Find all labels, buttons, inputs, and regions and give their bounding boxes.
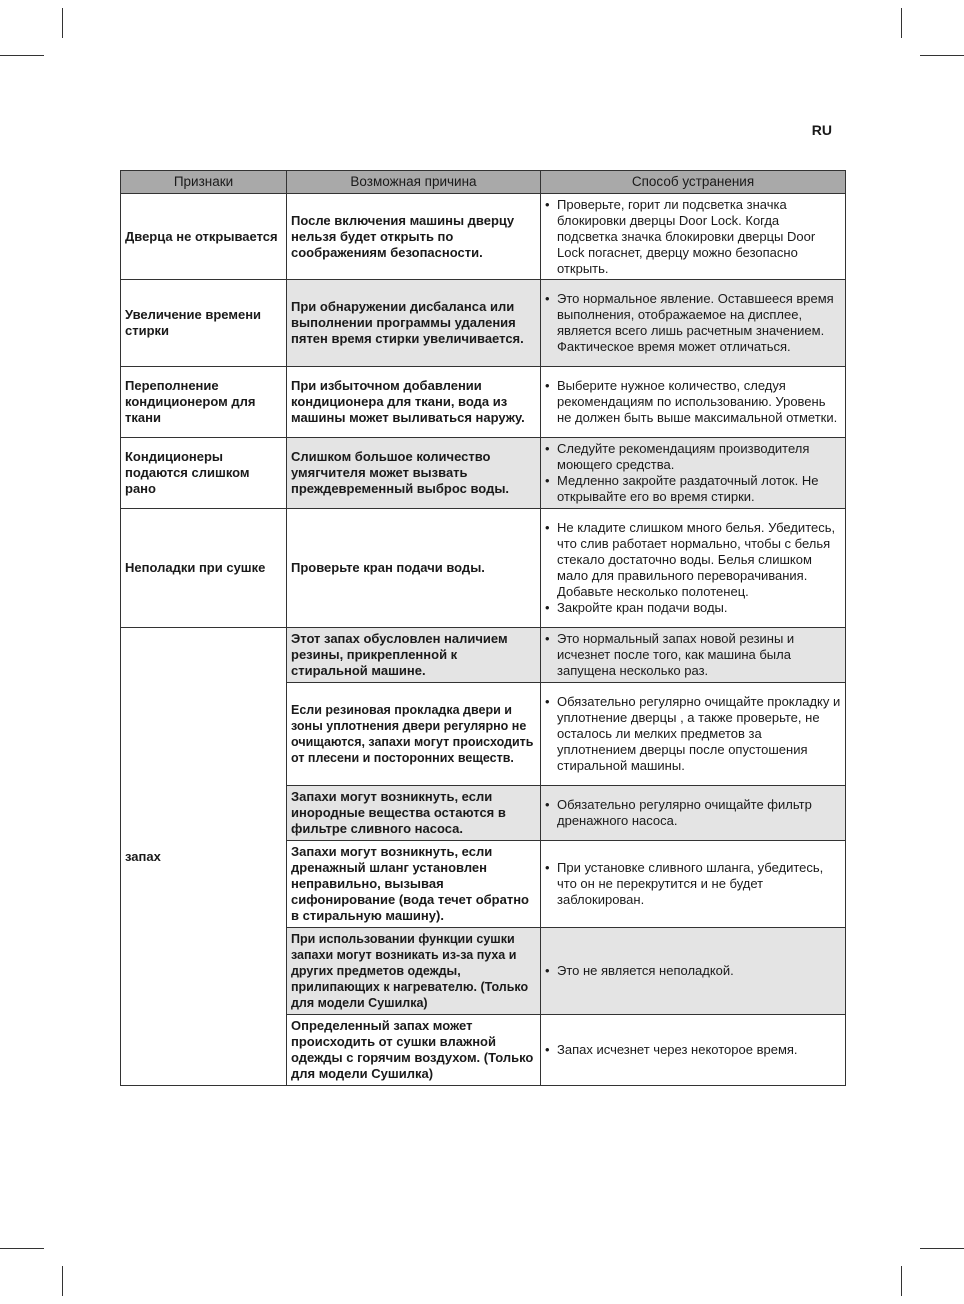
cause-cell: При использовании функции сушки запахи могут возникать из-за пуха и других предметов одежды, прилипающих к нагревателю. (Только для модели Сушилка) bbox=[287, 928, 541, 1015]
solution-item: • Это не является неполадкой. bbox=[545, 963, 841, 979]
symptom-cell: Кондиционеры подаются слишком рано bbox=[121, 438, 287, 509]
table-header-row bbox=[121, 171, 846, 194]
solution-item: • Следуйте рекомендациям производителя моющего средства. bbox=[545, 441, 841, 473]
symptom-cell: Переполнение кондиционером для ткани bbox=[121, 367, 287, 438]
solution-item: • Это нормальное явление. Оставшееся время выполнения, отображаемое на дисплее, является всего лишь расчетным значением. Фактическое время может отличаться. bbox=[545, 291, 841, 355]
solution-item: • При установке сливного шланга, убедитесь, что он не перекрутится и не будет заблокирован. bbox=[545, 860, 841, 908]
solution-cell bbox=[541, 928, 846, 1015]
header-symptoms: Признаки bbox=[121, 171, 287, 194]
solution-cell bbox=[541, 841, 846, 928]
solution-cell bbox=[541, 509, 846, 628]
cause-cell: Запахи могут возникнуть, если дренажный шланг установлен неправильно, вызывая сифонирование (вода течет обратно в стиральную машину). bbox=[287, 841, 541, 928]
solution-cell bbox=[541, 683, 846, 786]
crop-mark bbox=[901, 8, 902, 38]
troubleshooting-table bbox=[120, 170, 846, 1086]
solution-cell bbox=[541, 628, 846, 683]
table-row bbox=[121, 280, 846, 367]
table-row bbox=[121, 367, 846, 438]
crop-mark bbox=[920, 55, 964, 56]
table-row bbox=[121, 628, 846, 683]
solution-item: • Запах исчезнет через некоторое время. bbox=[545, 1042, 841, 1058]
crop-mark bbox=[0, 55, 44, 56]
solution-cell bbox=[541, 280, 846, 367]
table-row bbox=[121, 194, 846, 280]
cause-cell: Слишком большое количество умягчителя может вызвать преждевременный выброс воды. bbox=[287, 438, 541, 509]
cause-cell: При избыточном добавлении кондиционера для ткани, вода из машины может выливаться наружу. bbox=[287, 367, 541, 438]
solution-item: • Медленно закройте раздаточный лоток. Не открывайте его во время стирки. bbox=[545, 473, 841, 505]
solution-cell bbox=[541, 438, 846, 509]
crop-mark bbox=[901, 1266, 902, 1296]
table-row bbox=[121, 509, 846, 628]
crop-mark bbox=[62, 1266, 63, 1296]
solution-cell bbox=[541, 786, 846, 841]
solution-cell bbox=[541, 194, 846, 280]
cause-cell: Запахи могут возникнуть, если инородные вещества остаются в фильтре сливного насоса. bbox=[287, 786, 541, 841]
language-tag: RU bbox=[811, 122, 832, 138]
cause-cell: Этот запах обусловлен наличием резины, прикрепленной к стиральной машине. bbox=[287, 628, 541, 683]
header-solution: Способ устранения bbox=[541, 171, 846, 194]
crop-mark bbox=[0, 1248, 44, 1249]
header-cause: Возможная причина bbox=[287, 171, 541, 194]
solution-item: • Обязательно регулярно очищайте прокладку и уплотнение дверцы , а также проверьте, не осталось ли мелких предметов за уплотнением дверцы после опустошения стиральной машины. bbox=[545, 694, 841, 774]
symptom-cell: Дверца не открывается bbox=[121, 194, 287, 280]
cause-cell: После включения машины дверцу нельзя будет открыть по соображениям безопасности. bbox=[287, 194, 541, 280]
cause-cell: Определенный запах может происходить от сушки влажной одежды с горячим воздухом. (Только для модели Сушилка) bbox=[287, 1015, 541, 1086]
solution-item: • Обязательно регулярно очищайте фильтр дренажного насоса. bbox=[545, 797, 841, 829]
cause-cell: При обнаружении дисбаланса или выполнении программы удаления пятен время стирки увеличивается. bbox=[287, 280, 541, 367]
symptom-cell: Увеличение времени стирки bbox=[121, 280, 287, 367]
solution-item: • Это нормальный запах новой резины и исчезнет после того, как машина была запущена несколько раз. bbox=[545, 631, 841, 679]
solution-cell bbox=[541, 367, 846, 438]
solution-item: • Проверьте, горит ли подсветка значка блокировки дверцы Door Lock. Когда подсветка значка блокировки дверцы Door Lock погаснет, дверцу можно безопасно открыть. bbox=[545, 197, 841, 277]
solution-item: • Закройте кран подачи воды. bbox=[545, 600, 841, 616]
crop-mark bbox=[62, 8, 63, 38]
solution-cell bbox=[541, 1015, 846, 1086]
symptom-cell-smell: запах bbox=[121, 628, 287, 1086]
crop-mark bbox=[920, 1248, 964, 1249]
symptom-cell: Неполадки при сушке bbox=[121, 509, 287, 628]
solution-item: • Не кладите слишком много белья. Убедитесь, что слив работает нормально, чтобы с белья стекало достаточно воды. Белья слишком мало для правильного переворачивания. Добавьте несколько полотенец. bbox=[545, 520, 841, 600]
cause-cell: Проверьте кран подачи воды. bbox=[287, 509, 541, 628]
cause-cell: Если резиновая прокладка двери и зоны уплотнения двери регулярно не очищаются, запахи могут происходить от плесени и посторонних веществ. bbox=[287, 683, 541, 786]
solution-item: • Выберите нужное количество, следуя рекомендациям по использованию. Уровень не должен быть выше максимальной отметки. bbox=[545, 378, 841, 426]
table-row bbox=[121, 438, 846, 509]
